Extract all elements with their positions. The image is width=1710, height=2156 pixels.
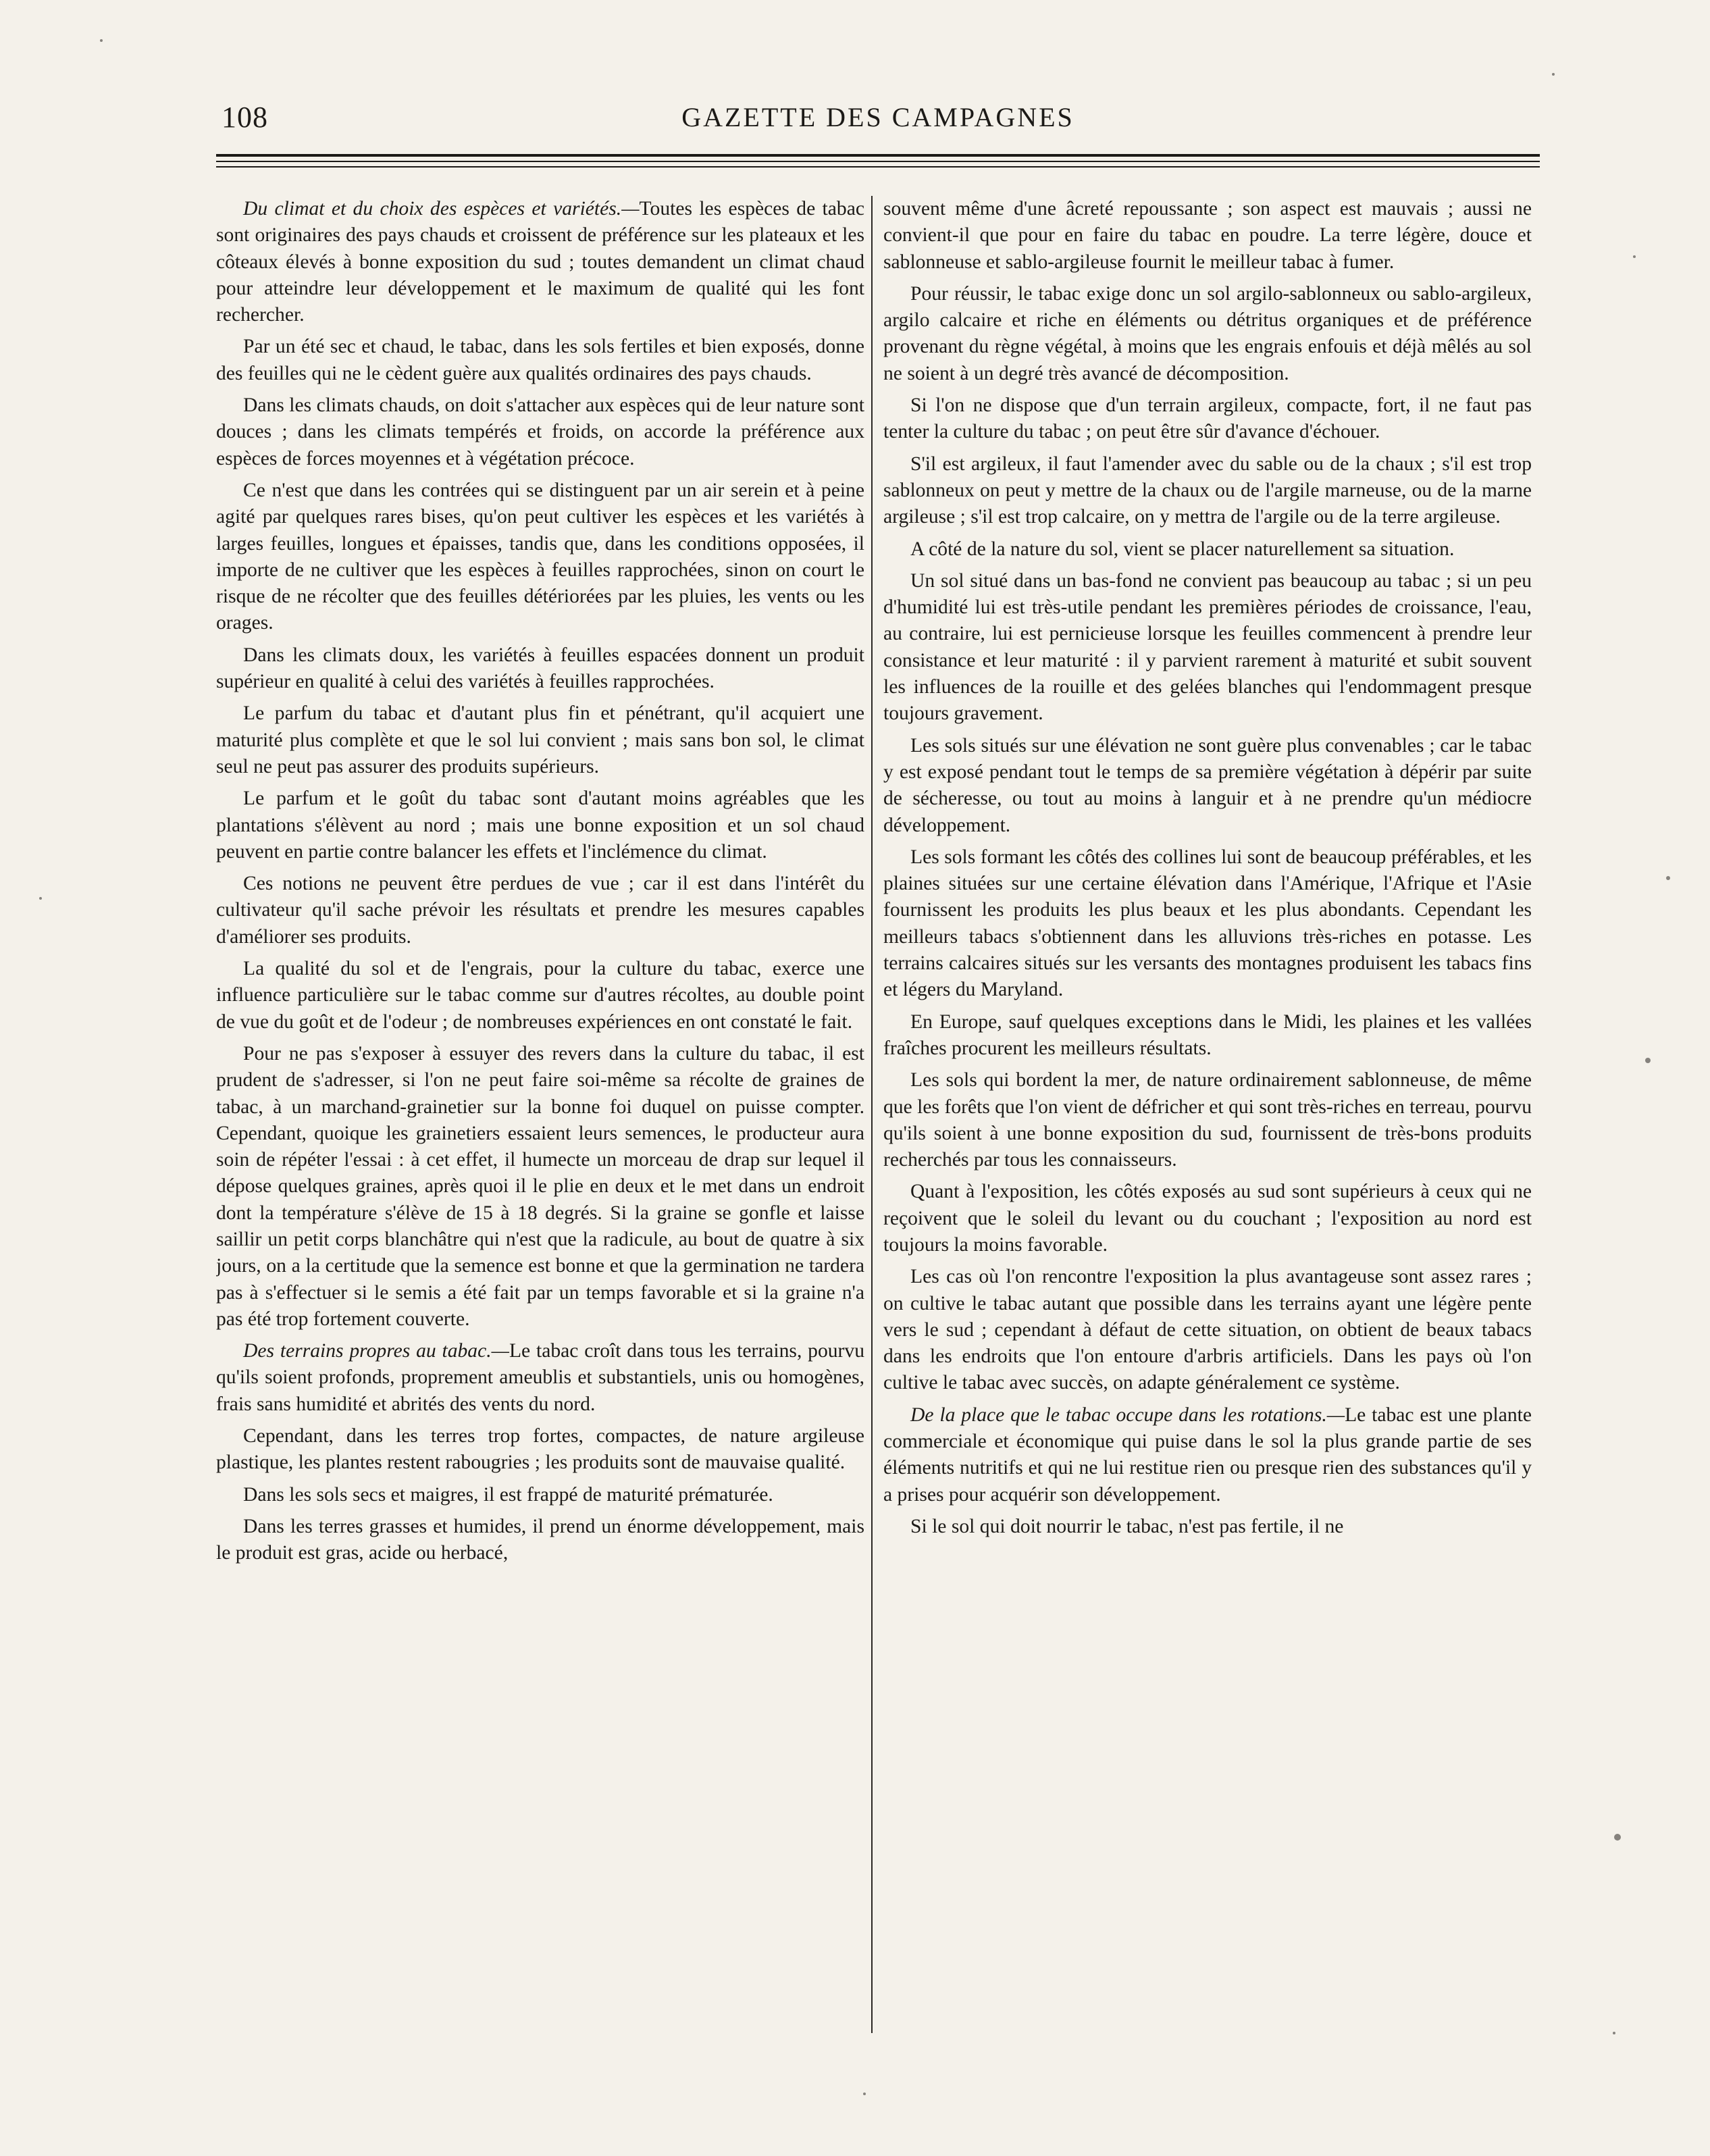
left-column-paragraph bbox=[216, 1423, 864, 1477]
left-column-paragraph bbox=[216, 871, 864, 950]
paragraph-text: Le tabac croît dans tous les terrains, pourvu qu'ils soient profonds, proprement ameublis et substantiels, unis ou homogènes, frais sans humidité et abrités des vents du nord. bbox=[216, 1340, 864, 1415]
left-column-paragraph bbox=[216, 392, 864, 472]
section-run-in-heading: De la place que le tabac occupe dans les rotations.— bbox=[910, 1404, 1345, 1426]
section-run-in-heading: Du climat et du choix des espèces et variétés.— bbox=[243, 198, 640, 220]
right-column-paragraph bbox=[883, 1264, 1532, 1396]
paragraph-text: Dans les climats chauds, on doit s'attacher aux espèces qui de leur nature sont douces ; dans les climats tempérés et froids, on accorde la préférence aux espèces de forces moyennes et à végétation précoce. bbox=[216, 394, 864, 469]
left-column bbox=[216, 196, 864, 2020]
section-run-in-heading: Des terrains propres au tabac.— bbox=[243, 1340, 509, 1362]
paragraph-text: Dans les terres grasses et humides, il prend un énorme développement, mais le produit est gras, acide ou herbacé, bbox=[216, 1515, 864, 1564]
left-column-paragraph bbox=[216, 956, 864, 1035]
paragraph-text: Le tabac est une plante commerciale et économique qui puise dans le sol la plus grande partie de ses éléments nutritifs et qui ne lui restitue rien ou presque rien des substances qu'il y a prises pour acquérir son développement. bbox=[883, 1404, 1532, 1506]
header-rule-thin bbox=[216, 161, 1540, 162]
left-column-paragraph bbox=[216, 700, 864, 780]
page-number: 108 bbox=[222, 101, 268, 134]
paragraph-text: Un sol situé dans un bas-fond ne convient pas beaucoup au tabac ; si un peu d'humidité lui est très-utile pendant les premières périodes de croissance, l'eau, au contraire, lui est pernicieuse lorsque les feuilles commencent à prendre leur consistance et leur maturité : il y parvient rarement à maturité et subit souvent les influences de la rouille et des gelées blanches qui l'endommagent presque toujours gravement. bbox=[883, 569, 1532, 725]
right-column-paragraph bbox=[883, 451, 1532, 531]
left-column-paragraph bbox=[216, 1338, 864, 1418]
right-column bbox=[883, 196, 1532, 2020]
paragraph-text: Le parfum du tabac et d'autant plus fin et pénétrant, qu'il acquiert une maturité plus complète et que le sol lui convient ; mais sans bon sol, le climat seul ne peut pas assurer des produits supérieurs. bbox=[216, 702, 864, 777]
paragraph-text: Dans les climats doux, les variétés à feuilles espacées donnent un produit supérieur en qualité à celui des variétés à feuilles rapprochées. bbox=[216, 644, 864, 693]
right-column-paragraph bbox=[883, 1067, 1532, 1173]
paragraph-text: Ces notions ne peuvent être perdues de vue ; car il est dans l'intérêt du cultivateur qu'il sache prévoir les résultats et prendre les mesures capables d'améliorer ses produits. bbox=[216, 873, 864, 948]
left-column-paragraph bbox=[216, 1041, 864, 1333]
right-column-paragraph bbox=[883, 844, 1532, 1004]
right-column-paragraph bbox=[883, 1179, 1532, 1258]
right-column-paragraph bbox=[883, 1009, 1532, 1062]
paragraph-text: Pour ne pas s'exposer à essuyer des revers dans la culture du tabac, il est prudent de s'adresser, si l'on ne peut faire soi-même sa récolte de graines de tabac, à un marchand-grainetier sur la bonne foi duquel on puisse compter. Cependant, quoique les grainetiers essaient leurs semences, le producteur aura soin de répéter l'essai : à cet effet, il humecte un morceau de drap sur lequel il dépose quelques graines, après quoi il le plie en deux et le met dans un endroit dont la température s'élève de 15 à 18 degrés. Si la graine se gonfle et laisse saillir un petit corps blanchâtre qui n'est que la radicule, au bout de quatre à six jours, on a la certitude que la semence est bonne et que la germination ne tardera pas à s'effectuer si le semis a été fait par un temps favorable et si la graine n'a pas été trop fortement couverte. bbox=[216, 1042, 864, 1330]
column-divider bbox=[871, 196, 873, 2033]
right-column-paragraph bbox=[883, 196, 1532, 276]
left-column-paragraph bbox=[216, 1514, 864, 1567]
paragraph-text: Les sols qui bordent la mer, de nature ordinairement sablonneuse, de même que les forêts que l'on vient de défricher et qui sont très-riches en terreau, pourvu qu'ils soient à une bonne exposition du sud, fournissent de très-bons produits recherchés par tous les connaisseurs. bbox=[883, 1069, 1532, 1171]
left-column-paragraph bbox=[216, 334, 864, 387]
paragraph-text: Si le sol qui doit nourrir le tabac, n'est pas fertile, il ne bbox=[910, 1515, 1344, 1537]
paragraph-text: Pour réussir, le tabac exige donc un sol argilo-sablonneux ou sablo-argileux, argilo calcaire et riche en éléments ou détritus organiques et de préférence provenant du règne végétal, à moins que les engrais enfouis et déjà mêlés au sol ne soient à un degré très avancé de décomposition. bbox=[883, 282, 1532, 384]
paragraph-text: Ce n'est que dans les contrées qui se distinguent par un air serein et à peine agité par quelques rares bises, qu'on peut cultiver les espèces et les variétés à larges feuilles, longues et épaisses, tandis que, dans les conditions opposées, il importe de ne cultiver que les espèces à feuilles rapprochées, sinon on court le risque de ne récolter que des feuilles détériorées par les pluies, les vents ou les orages. bbox=[216, 479, 864, 634]
left-column-paragraph bbox=[216, 786, 864, 865]
paragraph-text: Toutes les espèces de tabac sont originaires des pays chauds et croissent de préférence sur les plateaux et les côteaux élevés à bonne exposition du sud ; toutes demandent un climat chaud pour atteindre leur développement et le maximum de qualité qui les font rechercher. bbox=[216, 198, 864, 326]
paragraph-text: Dans les sols secs et maigres, il est frappé de maturité prématurée. bbox=[243, 1483, 773, 1506]
paragraph-text: Quant à l'exposition, les côtés exposés au sud sont supérieurs à ceux qui ne reçoivent que le soleil du levant ou du couchant ; l'exposition au nord est toujours la moins favorable. bbox=[883, 1181, 1532, 1256]
paragraph-text: En Europe, sauf quelques exceptions dans le Midi, les plaines et les vallées fraîches procurent les meilleurs résultats. bbox=[883, 1010, 1532, 1059]
left-column-paragraph bbox=[216, 196, 864, 328]
right-column-paragraph bbox=[883, 1514, 1532, 1540]
right-column-paragraph bbox=[883, 568, 1532, 727]
right-column-paragraph bbox=[883, 733, 1532, 839]
paragraph-text: A côté de la nature du sol, vient se placer naturellement sa situation. bbox=[910, 538, 1455, 560]
right-column-paragraph bbox=[883, 1402, 1532, 1508]
left-column-paragraph bbox=[216, 642, 864, 696]
page-header bbox=[216, 95, 1540, 135]
right-column-paragraph bbox=[883, 281, 1532, 387]
paragraph-text: Le parfum et le goût du tabac sont d'autant moins agréables que les plantations s'élèvent au nord ; mais une bonne exposition et un sol chaud peuvent en partie contre balancer les effets et l'inclémence du climat. bbox=[216, 788, 864, 863]
left-column-paragraph bbox=[216, 1482, 864, 1508]
paragraph-text: souvent même d'une âcreté repoussante ; son aspect est mauvais ; aussi ne convient-il que pour en faire du tabac en poudre. La terre légère, douce et sablonneuse et sablo-argileuse fournit le meilleur tabac à fumer. bbox=[883, 198, 1532, 273]
paragraph-text: Les sols formant les côtés des collines lui sont de beaucoup préférables, et les plaines situées sur une certaine élévation dans l'Amérique, l'Afrique et l'Asie fournissent les produits les plus beaux et les plus abondants. Cependant les meilleurs tabacs s'obtiennent dans les alluvions très-riches en potasse. Les terrains calcaires situés sur les versants des montagnes produisent les tabacs fins et légers du Maryland. bbox=[883, 846, 1532, 1001]
paragraph-text: Par un été sec et chaud, le tabac, dans les sols fertiles et bien exposés, donne des feuilles qui ne le cèdent guère aux qualités ordinaires des pays chauds. bbox=[216, 336, 864, 384]
paragraph-text: S'il est argileux, il faut l'amender avec du sable ou de la chaux ; s'il est trop sablonneux on peut y mettre de la chaux ou de l'argile marneuse, ou de la marne argileuse ; s'il est trop calcaire, on y mettra de l'argile ou de la terre argileuse. bbox=[883, 453, 1532, 528]
header-rule-thick bbox=[216, 154, 1540, 157]
paragraph-text: Si l'on ne dispose que d'un terrain argileux, compacte, fort, il ne faut pas tenter la culture du tabac ; on peut être sûr d'avance d'échouer. bbox=[883, 394, 1532, 443]
paragraph-text: Les sols situés sur une élévation ne sont guère plus convenables ; car le tabac y est exposé pendant tout le temps de sa première végétation à dépérir par suite de sécheresse, ou tout au moins à languir et à ne prendre qu'un médiocre développement. bbox=[883, 734, 1532, 836]
header-rule-thin-2 bbox=[216, 166, 1540, 168]
paragraph-text: La qualité du sol et de l'engrais, pour la culture du tabac, exerce une influence particulière sur le tabac comme sur d'autres récoltes, au double point de vue du goût et de l'odeur ; de nombreuses expériences en ont constaté le fait. bbox=[216, 958, 864, 1033]
left-column-paragraph bbox=[216, 478, 864, 637]
paragraph-text: Cependant, dans les terres trop fortes, compactes, de nature argileuse plastique, les plantes restent rabougries ; les produits sont de mauvaise qualité. bbox=[216, 1425, 864, 1474]
paragraph-text: Les cas où l'on rencontre l'exposition la plus avantageuse sont assez rares ; on cultive le tabac autant que possible dans les terrains ayant une légère pente vers le sud ; cependant à défaut de cette situation, on obtient de beaux tabacs dans les endroits que l'on entoure d'arbris artificiels. Dans les pays où l'on cultive le tabac avec succès, on adapte généralement ce système. bbox=[883, 1266, 1532, 1394]
right-column-paragraph bbox=[883, 392, 1532, 446]
right-column-paragraph bbox=[883, 536, 1532, 563]
running-title: GAZETTE DES CAMPAGNES bbox=[681, 102, 1074, 132]
